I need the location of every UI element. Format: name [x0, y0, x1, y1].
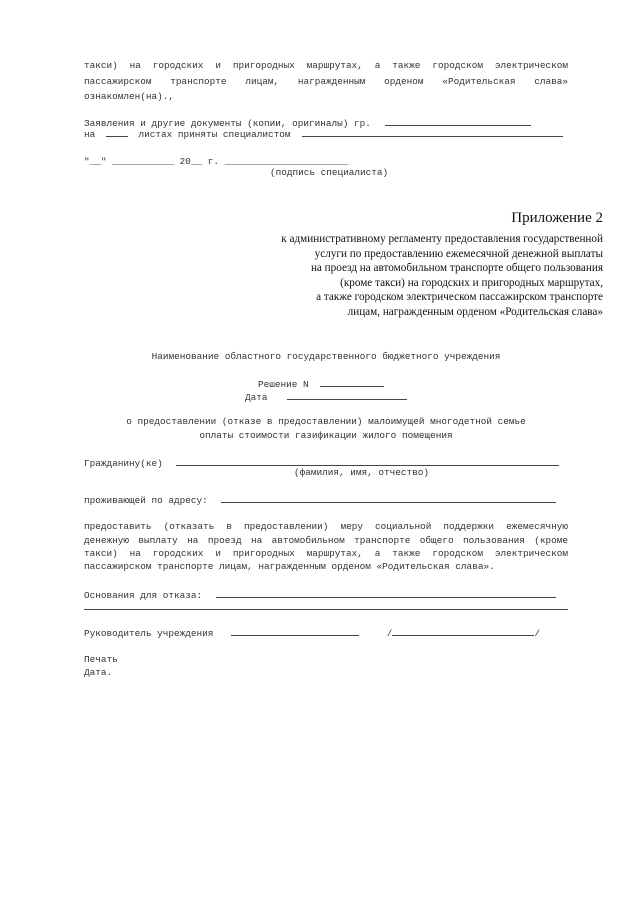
appendix-line: услуги по предоставлению ежемесячной денежной выплаты [314, 247, 603, 260]
head-signature-blank [231, 626, 359, 636]
decision-body-line-1: предоставить (отказать в предоставлении) меру социальной поддержки ежемесячную [84, 521, 568, 532]
address-label: проживающей по адресу: [84, 495, 208, 506]
address-row [84, 493, 556, 507]
head-label: Руководитель учреждения [84, 628, 214, 639]
top-text-line-2: пассажирском транспорте лицам, награжденным орденом «Родительская слава» [84, 76, 568, 87]
decision-number-label: Решение N [258, 379, 309, 390]
top-text-line-1: такси) на городских и пригородных маршрутах, а также городском электрическом [84, 60, 568, 71]
name-open-slash: / [386, 628, 393, 639]
citizen-name-blank [385, 116, 531, 126]
institution-name: Наименование областного государственного бюджетного учреждения [151, 351, 501, 362]
refusal-reasons-blank-line-2 [84, 609, 568, 610]
stamp-label: Печать [84, 654, 118, 665]
refusal-reasons-label: Основания для отказа: [84, 590, 203, 601]
documents-received-label: Заявления и другие документы (копии, оригиналы) гр. [84, 118, 371, 129]
name-close-slash: / [534, 628, 540, 639]
decision-subject-line-1: о предоставлении (отказе в предоставлении) малоимущей многодетной семье [126, 416, 526, 427]
sheets-received-label: листах приняты специалистом [138, 129, 291, 140]
decision-date-label: Дата [245, 392, 268, 403]
top-text-line-3: ознакомлен(на)., [84, 91, 175, 102]
fio-caption: (фамилия, имя, отчество) [294, 467, 430, 478]
signature-caption: (подпись специалиста) [270, 167, 389, 178]
citizen-label: Гражданину(ке) [84, 458, 163, 469]
date-signature-line: "__" ___________ 20__ г. ______________________ [84, 156, 349, 167]
refusal-reasons-blank [216, 588, 556, 598]
citizen-fio-blank [176, 456, 559, 466]
appendix-title: Приложение 2 [511, 210, 603, 226]
decision-number-blank [320, 377, 384, 387]
appendix-reference [281, 232, 603, 319]
head-name-blank [392, 626, 534, 636]
head-signature-row [84, 626, 540, 640]
appendix-line: к административному регламенту предоставления государственной [281, 233, 603, 245]
specialist-name-blank [302, 127, 563, 137]
decision-number-row [258, 377, 384, 391]
refusal-reasons-row [84, 588, 556, 602]
appendix-line: а также городском электрическом пассажирском транспорте [316, 291, 603, 303]
appendix-line: на проезд на автомобильном транспорте общего пользования [310, 262, 603, 274]
date-label-bottom: Дата. [84, 667, 113, 678]
decision-body-line-4: пассажирском транспорте лицам, награжденным орденом «Родительская слава». [84, 561, 495, 572]
decision-date-blank [287, 390, 407, 400]
decision-body-line-3: такси) на городских и пригородных маршрутах, а также городском электрическом [84, 548, 568, 559]
sheets-count-blank [106, 127, 128, 137]
appendix-line: (кроме такси) на городских и пригородных маршрутах, [340, 276, 603, 289]
decision-date-row [245, 390, 407, 404]
appendix-line: лицам, награжденным орденом «Родительская слава» [347, 305, 603, 318]
address-blank [221, 493, 556, 503]
decision-subject-line-2: оплаты стоимости газификации жилого помещения [199, 430, 453, 441]
sheets-received-row [84, 127, 563, 141]
sheets-prefix: на [84, 129, 96, 140]
decision-body-line-2: денежную выплату на проезд на автомобильном транспорте общего пользования (кроме [84, 535, 568, 546]
